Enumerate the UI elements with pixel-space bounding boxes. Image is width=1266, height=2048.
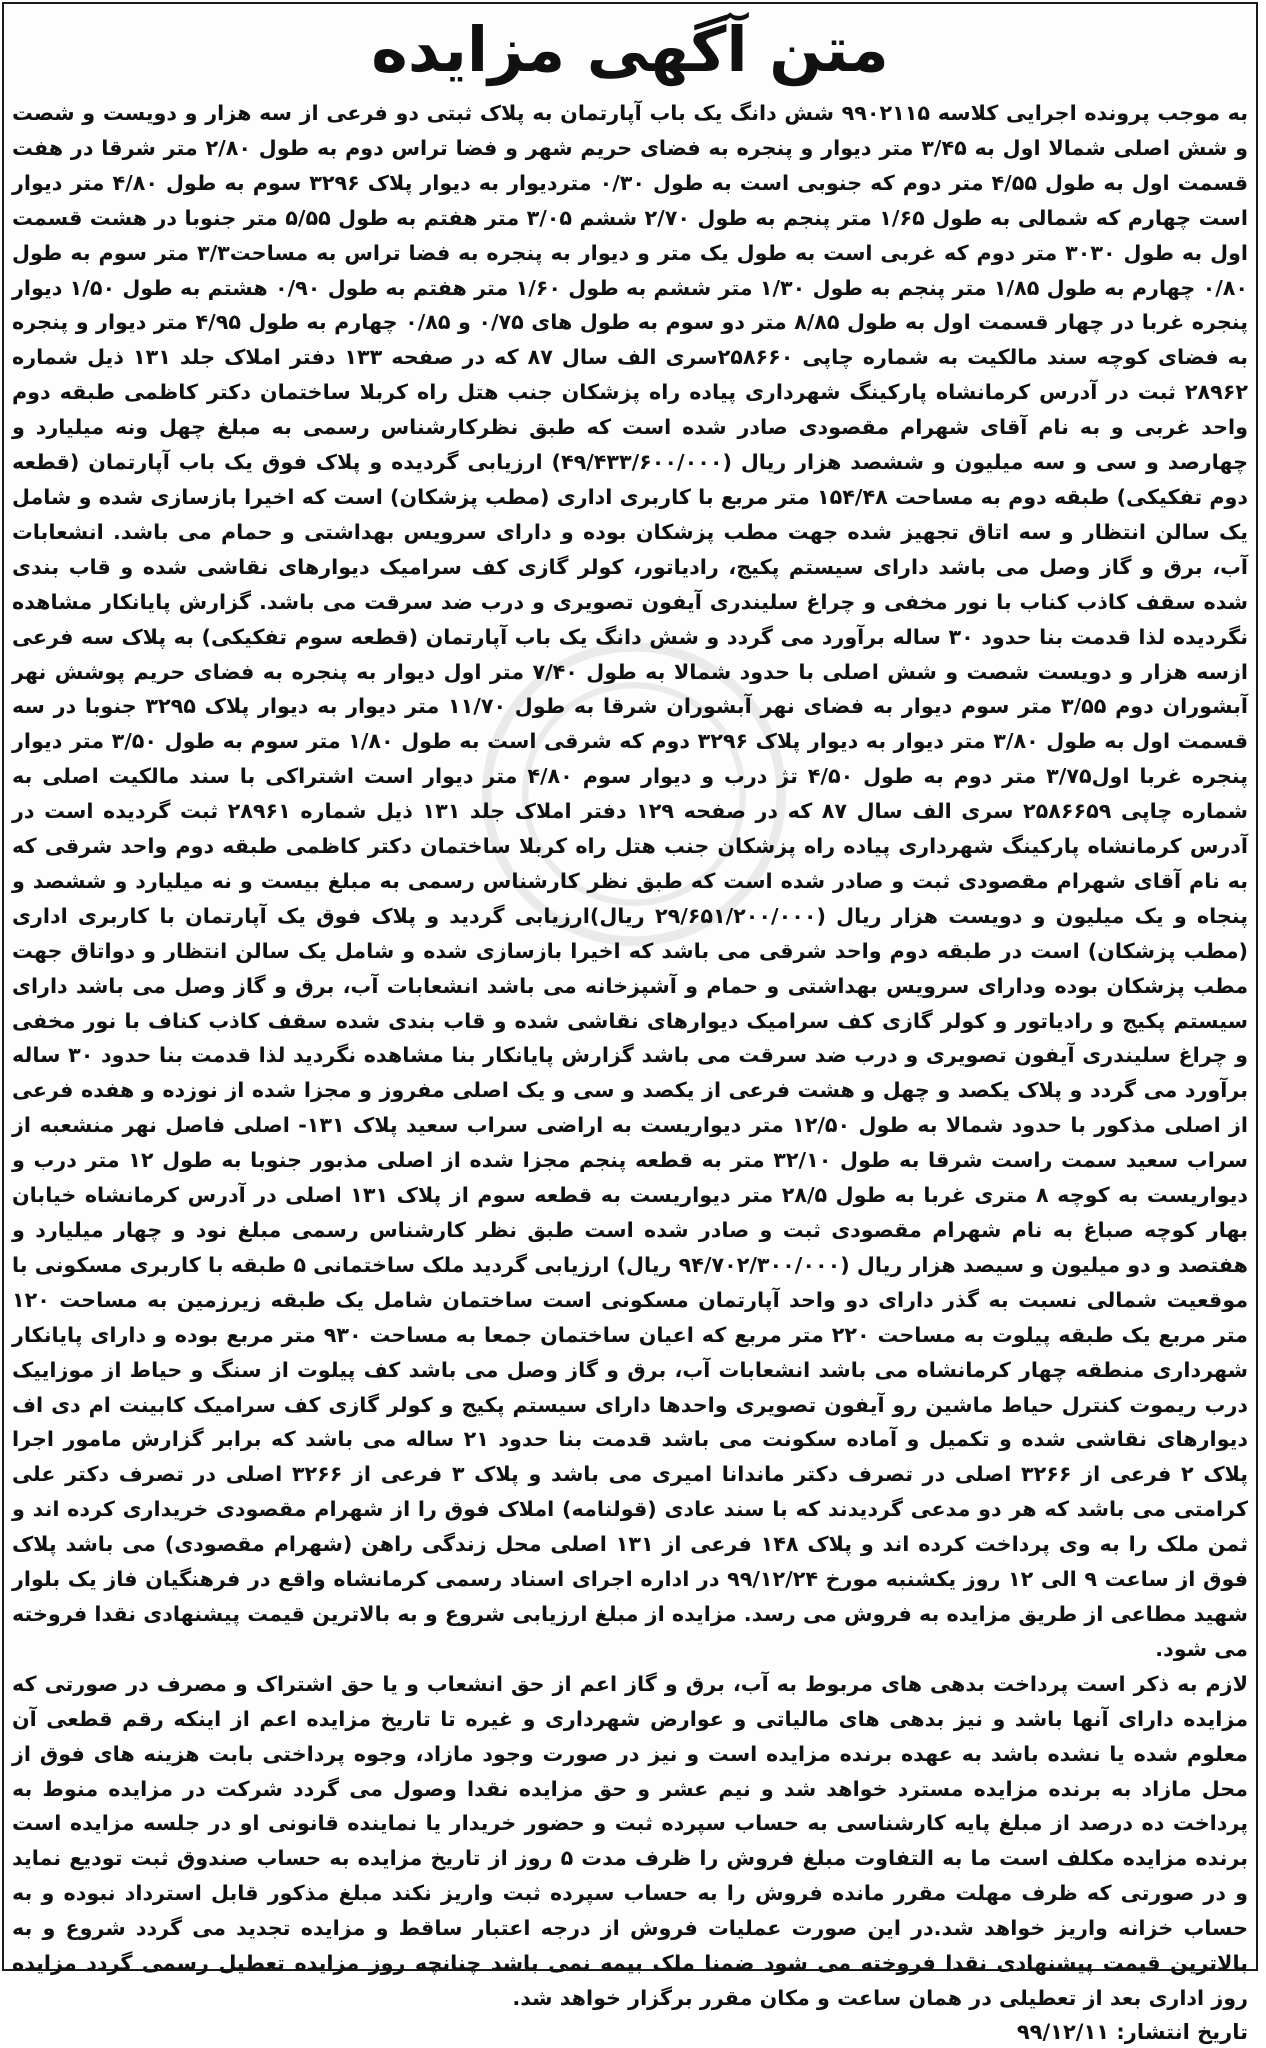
notice-body — [4, 96, 1256, 2016]
notice-frame — [2, 2, 1258, 2044]
publish-date-label: تاریخ انتشار: — [1116, 2019, 1248, 2044]
notice-title: متن آگهی مزایده — [371, 13, 889, 86]
notice-paragraph-main: به موجب پرونده اجرایی کلاسه ۹۹۰۲۱۱۵ شش دانگ یک باب آپارتمان به پلاک ثبتی دو فرعی از سه هزار و دویست و شصت و شش اصلی شمالا اول به ۳/۴۵ متر دیوار و پنجره به فضای حریم شهر و فضا تراس دوم به طول ۲/۸۰ متر شرقا در هفت قسمت اول به طول ۴/۵۵ متر دوم که جنوبی است به طول ۰/۳۰ متردیوار به دیوار پلاک ۳۲۹۶ سوم به طول ۴/۸۰ متر دیوار است چهارم که شمالی به طول ۱/۶۵ متر پنجم به طول ۲/۷۰ ششم ۳/۰۵ متر هفتم به طول ۵/۵۵ متر جنوبا در هشت قسمت اول به طول ۳۰۳۰ متر دوم که غربی است به طول یک متر و دیوار به پنجره به فضا تراس به مساحت۳/۳ متر سوم به طول ۰/۸۰ چهارم به طول ۱/۸۵ متر پنجم به طول ۱/۳۰ متر ششم به طول ۱/۶۰ متر هفتم به طول ۰/۹۰ هشتم به طول ۱/۵۰ دیوار پنجره غربا در چهار قسمت اول به طول ۸/۸۵ متر دو سوم به طول های ۰/۷۵ و ۰/۸۵ چهارم به طول ۴/۹۵ متر دیوار و پنجره به فضای کوچه سند مالکیت به شماره چاپی ۲۵۸۶۶۰سری الف سال ۸۷ که در صفحه ۱۳۳ دفتر املاک جلد ۱۳۱ ذیل شماره ۲۸۹۶۲ ثبت در آدرس کرمانشاه پارکینگ شهرداری پیاده راه پزشکان جنب هتل راه کربلا ساختمان دکتر کاظمی طبقه دوم واحد غربی و به نام آقای شهرام مقصودی صادر شده است که طبق نظرکارشناس رسمی به مبلغ چهل ونه میلیارد و چهارصد و سی و سه میلیون و ششصد هزار ریال (۴۹/۴۳۳/۶۰۰/۰۰۰) ارزیابی گردیده و پلاک فوق یک باب آپارتمان (قطعه دوم تفکیکی) طبقه دوم به مساحت ۱۵۴/۴۸ متر مربع با کاربری اداری (مطب پزشکان) است که اخیرا بازسازی شده و شامل یک سالن انتظار و سه اتاق تجهیز شده جهت مطب پزشکان بوده و دارای سرویس بهداشتی و حمام می باشد. انشعابات آب، برق و گاز وصل می باشد دارای سیستم پکیج، رادیاتور، کولر گازی کف سرامیک دیوارهای نقاشی شده و قاب بندی شده سقف کاذب کناب با نور مخفی و چراغ سلیندری آیفون تصویری و درب ضد سرقت می باشد. گزارش پایانکار مشاهده نگردیده لذا قدمت بنا حدود ۳۰ ساله برآورد می گردد و شش دانگ یک باب آپارتمان (قطعه سوم تفکیکی) به پلاک سه فرعی ازسه هزار و دویست شصت و شش اصلی با حدود شمالا به طول ۷/۴۰ متر اول دیوار به پنجره به فضای حریم پوشش نهر آبشوران دوم ۳/۵۵ متر سوم دیوار به فضای نهر آبشوران شرقا به طول ۱۱/۷۰ متر دیوار به دیوار پلاک ۳۲۹۵ جنوبا در سه قسمت اول به طول ۳/۸۰ متر دیوار به دیوار پلاک ۳۲۹۶ دوم که شرقی است به طول ۱/۸۰ متر سوم به طول ۳/۵۰ متر دیوار پنجره غربا اول۳/۷۵ متر دوم به طول ۴/۵۰ تژ درب و دیوار سوم ۴/۸۰ متر دیوار است اشتراکی با سند مالکیت اصلی به شماره چاپی ۲۵۸۶۶۵۹ سری الف سال ۸۷ که در صفحه ۱۲۹ دفتر املاک جلد ۱۳۱ ذیل شماره ۲۸۹۶۱ ثبت گردیده است در آدرس کرمانشاه پارکینگ شهرداری پیاده راه پزشکان جنب هتل راه کربلا ساختمان دکتر کاظمی طبقه دوم واحد شرقی که به نام آقای شهرام مقصودی ثبت و صادر شده است که طبق نظر کارشناس رسمی به مبلغ بیست و نه میلیارد و ششصد و پنجاه و یک میلیون و دویست هزار ریال (۲۹/۶۵۱/۲۰۰/۰۰۰ ریال)ارزیابی گردید و پلاک فوق یک آپارتمان با کاربری اداری (مطب پزشکان) است در طبقه دوم واحد شرقی می باشد که اخیرا بازسازی شده و شامل یک سالن انتظار و دواتاق جهت مطب پزشکان بوده ودارای سرویس بهداشتی و حمام و آشپزخانه می باشد انشعابات آب، برق و گاز وصل می باشد دارای سیستم پکیج و رادیاتور و کولر گازی کف سرامیک دیوارهای نقاشی شده و قاب بندی شده سقف کاذب کناف با نور مخفی و چراغ سلیندری آیفون تصویری و درب ضد سرقت می باشد گزارش پایانکار بنا مشاهده نگردید لذا قدمت بنا حدود ۳۰ ساله برآورد می گردد و پلاک یکصد و چهل و هشت فرعی از یکصد و سی و یک اصلی مفروز و مجزا شده از نوزده و هفده فرعی از اصلی مذکور با حدود شمالا به طول ۱۲/۵۰ متر دیواریست به اراضی سراب سعید پلاک ۱۳۱- اصلی فاصل نهر منشعبه از سراب سعید سمت راست شرقا به طول ۳۲/۱۰ متر به قطعه پنجم مجزا شده از اصلی مذبور جنوبا به طول ۱۲ متر درب و دیواریست به کوچه ۸ متری غربا به طول ۲۸/۵ متر دیواریست به قطعه سوم از پلاک ۱۳۱ اصلی در آدرس کرمانشاه خیابان بهار کوچه صباغ به نام شهرام مقصودی ثبت و صادر شده است طبق نظر کارشناس رسمی مبلغ نود و چهار میلیارد و هفتصد و دو میلیون و سیصد هزار ریال (۹۴/۷۰۲/۳۰۰/۰۰۰ ریال) ارزیابی گردید ملک ساختمانی ۵ طبقه با کاربری مسکونی با موقعیت شمالی نسبت به گذر دارای دو واحد آپارتمان مسکونی است ساختمان شامل یک طبقه زیرزمین به مساحت ۱۲۰ متر مربع یک طبقه پیلوت به مساحت ۲۲۰ متر مربع که اعیان ساختمان جمعا به مساحت ۹۳۰ متر مربع بوده و دارای پایانکار شهرداری منطقه چهار کرمانشاه می باشد انشعابات آب، برق و گاز وصل می باشد کف پیلوت از سنگ و حیاط از موزاییک درب ریموت کنترل حیاط ماشین رو آیفون تصویری واحدها دارای سیستم پکیج و کولر گازی کف سرامیک کابینت ام دی اف دیوارهای نقاشی شده و تکمیل و آماده سکونت می باشد قدمت بنا حدود ۲۱ ساله می باشد که برابر گزارش مامور اجرا پلاک ۲ فرعی از ۳۲۶۶ اصلی در تصرف دکتر ماندانا امیری می باشد و پلاک ۳ فرعی از ۳۲۶۶ اصلی در تصرف دکتر علی کرامتی می باشد که هر دو مدعی گردیدند که با سند عادی (قولنامه) املاک فوق را از شهرام مقصودی خریداری کرده اند و ثمن ملک را به وی پرداخت کرده اند و پلاک ۱۴۸ فرعی از ۱۳۱ اصلی محل زندگی راهن (شهرام مقصودی) می باشد پلاک فوق از ساعت ۹ الی ۱۲ روز یکشنبه مورخ ۹۹/۱۲/۲۴ در اداره اجرای اسناد رسمی کرمانشاه واقع در فرهنگیان فاز یک بلوار شهید مطاعی از طریق مزایده به فروش می رسد. مزایده از مبلغ ارزیابی شروع و به بالاترین قیمت پیشنهادی نقدا فروخته می شود. — [12, 101, 1249, 1661]
notice-paragraph-terms: لازم به ذکر است پرداخت بدهی های مربوط به آب، برق و گاز اعم از حق انشعاب و یا حق اشتراک و مصرف در صورتی که مزایده دارای آنها باشد و نیز بدهی های مالیاتی و عوارض شهرداری و غیره تا تاریخ مزایده اعم از اینکه رقم قطعی آن معلوم شده یا نشده باشد به عهده برنده مزایده است و نیز در صورت وجود مازاد، وجوه پرداختی بابت هزینه های فوق از محل مازاد به برنده مزایده مسترد خواهد شد و نیم عشر و حق مزایده نقدا وصول می گردد شرکت در مزایده منوط به پرداخت ده درصد از مبلغ پایه کارشناسی به حساب سپرده ثبت و حضور خریدار یا نماینده قانونی او در جلسه مزایده است برنده مزایده مکلف است ما به التفاوت مبلغ فروش را ظرف مدت ۵ روز از تاریخ مزایده به حساب صندوق ثبت تودیع نماید و در صورتی که ظرف مهلت مقرر مانده فروش را به حساب سپرده ثبت واریز نکند مبلغ مذکور قابل استرداد نبوده و به حساب خزانه واریز خواهد شد.در این صورت عملیات فروش از درجه اعتبار ساقط و مزایده تجدید می گردد شروع و به بالاترین قیمت پیشنهادی نقدا فروخته می شود ضمنا ملک بیمه نمی باشد چنانچه روز مزایده تعطیل رسمی گردد مزایده روز اداری بعد از تعطیلی در همان ساعت و مکان مقرر برگزار خواهد شد. — [12, 1671, 1248, 2010]
publish-date — [4, 2016, 1256, 2048]
publish-date-value: ۹۹/۱۲/۱۱ — [1016, 2019, 1110, 2044]
